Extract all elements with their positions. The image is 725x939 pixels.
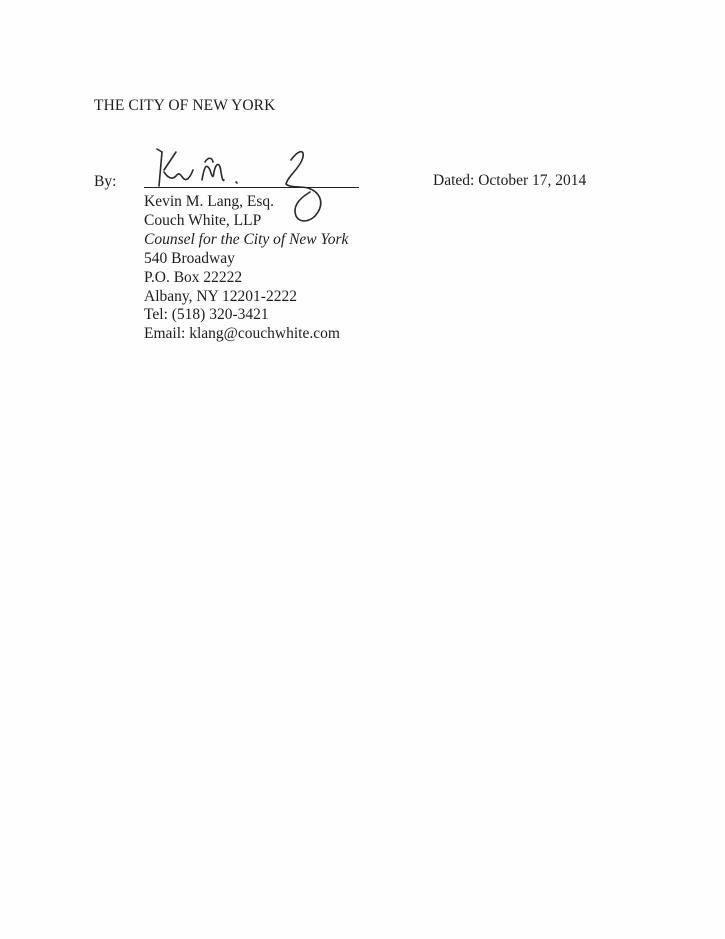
signatory-firm: Couch White, LLP (144, 211, 262, 229)
signature-stroke-k (159, 152, 162, 186)
signatory-phone: Tel: (518) 320-3421 (144, 306, 269, 324)
signatory-city: Albany, NY 12201-2222 (144, 287, 297, 305)
signatory-role: Counsel for the City of New York (144, 230, 349, 248)
signatory-name: Kevin M. Lang, Esq. (144, 193, 275, 210)
signatory-block (144, 193, 348, 344)
signature-line (144, 187, 359, 188)
signature-stroke-m-top (205, 158, 213, 162)
signatory-po-box: P.O. Box 22222 (144, 268, 243, 286)
signature-stroke-k-arm (157, 149, 176, 170)
signatory-email: Email: klang@couchwhite.com (144, 325, 340, 343)
signatory-street: 540 Broadway (144, 249, 235, 267)
by-label: By: (94, 173, 117, 190)
party-heading: THE CITY OF NEW YORK (94, 97, 276, 114)
signature-stroke-m (202, 165, 224, 181)
signature-stroke-w (164, 170, 193, 180)
dated-field: Dated: October 17, 2014 (433, 172, 587, 189)
signature-dot (236, 182, 237, 183)
